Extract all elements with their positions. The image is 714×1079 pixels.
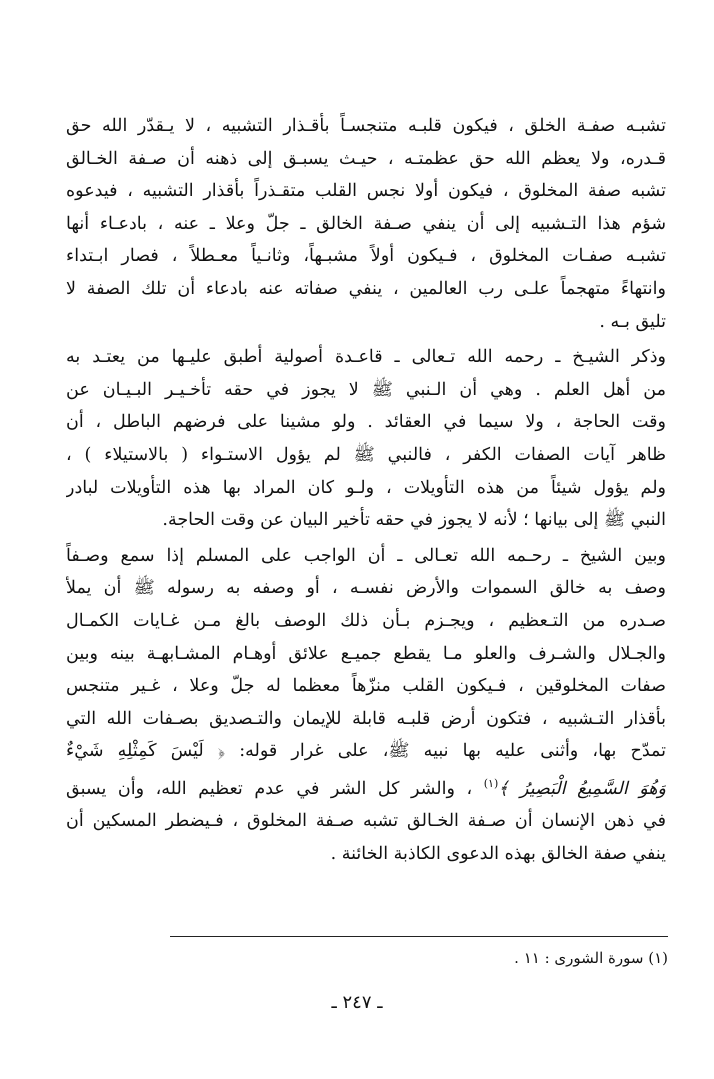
- text-line: وانتهاءً متهجماً علـى رب العالمين ، ينفي صفاته عنه بادعاء أن تلك الصفة لا: [66, 278, 666, 299]
- footnote-divider: [170, 936, 668, 937]
- text-segment: ، والشر كل الشر في عدم تعظيم الله، وأن يسبق: [66, 778, 473, 799]
- text-line: من أهل العلم . وهي أن الـنبي ﷺ لا يجوز في حقه تأخـيـر البـيـان عن: [66, 379, 666, 400]
- text-line: صـدره من التـعظيم ، ويجـزم بـأن ذلك الوصف بالغ مـن غـايات الكمـال: [66, 610, 666, 631]
- text-line: تمدّح بها، وأثنى عليه بها نبيه ﷺ، على غرار قوله: ﴿ لَيْسَ كَمِثْلِهِ شَيْءٌ: [66, 741, 666, 762]
- text-line: ولم يؤول شيئاً من هذه التأويلات ، ولـو كان المراد بها هذه التأويلات لبادر: [66, 477, 666, 498]
- text-line: النبي ﷺ إلى بيانها ؛ لأنه لا يجوز في حقه تأخير البيان عن وقت الحاجة.: [162, 510, 666, 531]
- footnote: (١) سورة الشورى : ١١ .: [514, 949, 668, 967]
- text-line: تشبـه صفـة الخلق ، فيكون قلبـه متنجسـاً بأقـذار التشبيه ، لا يـقدّر الله حق: [66, 116, 666, 136]
- main-text: [66, 110, 666, 870]
- text-line: بأقذار التـشبيه ، فتكون أرض قلبـه قابلة للإيمان والتـصديق بصـفات الله التي: [66, 708, 666, 729]
- paragraph-2: [66, 341, 666, 537]
- text-line-quran: [66, 768, 666, 805]
- text-line: والجـلال والشـرف والعلو مـا يقطع جميـع علائق أوهـام المشـابهـة بينه وبين: [66, 643, 666, 664]
- quran-verse: وَهُوَ السَّمِيعُ الْبَصِيرُ ﴾: [498, 778, 666, 799]
- text-line: في ذهن الإنسان أن صـفة الخـالق تشبه صـفة المخلوق ، فـيضطر المسكين أن: [66, 811, 666, 832]
- paragraph-1: [66, 110, 666, 338]
- text-line: قـدره، ولا يعظم الله حق عظمتـه ، حيـث يسبـق إلى ذهنه أن صـفة الخـالق: [66, 148, 666, 169]
- paragraph-3: [66, 540, 666, 871]
- footnote-reference: (١): [483, 776, 499, 790]
- text-line: وذكر الشيـخ ـ رحمه الله تـعالى ـ قاعـدة أصولية أطبق عليـها من يعتـد به: [66, 347, 666, 368]
- text-line: ظاهر آيات الصفات الكفر ، فالنبي ﷺ لم يؤول الاستـواء ( بالاستيلاء ) ،: [66, 444, 666, 465]
- text-line: ينفي صفة الخالق بهذه الدعوى الكاذبة الخائنة .: [330, 843, 666, 864]
- text-line: وبين الشيخ ـ رحـمه الله تعـالى ـ أن الواجب على المسلم إذا سمع وصـفاً: [66, 545, 666, 566]
- text-line: وقت الحاجة ، ولا سيما في العقائد . ولو مشينا على فرضهم الباطل ، أن: [66, 412, 666, 433]
- page-number: ـ ٢٤٧ ـ: [331, 992, 383, 1013]
- text-line: شؤم هذا التـشبيه إلى أن ينفي صـفة الخالق ـ جلّ وعلا ـ عنه ، بادعـاء أنها: [66, 213, 666, 234]
- text-line: تشبه صفة المخلوق ، فيكون أولا نجس القلب متقـذراً بأقذار التشبيه ، فيدعوه: [66, 181, 666, 202]
- text-line: تشبـه صفـات المخلوق ، فـيكون أولاً مشبـهاً، وثانـياً معـطلاً ، فصار ابـتداء: [66, 246, 666, 267]
- text-line: تليق بـه .: [599, 311, 666, 332]
- text-line: صفات المخلوقين ، فـيكون القلب منزّهاً معظما له جلّ وعلا ، غـير متنجس: [66, 676, 666, 697]
- text-line: وصف به خالق السموات والأرض نفسـه ، أو وصفه به رسوله ﷺ أن يملأ: [66, 578, 666, 599]
